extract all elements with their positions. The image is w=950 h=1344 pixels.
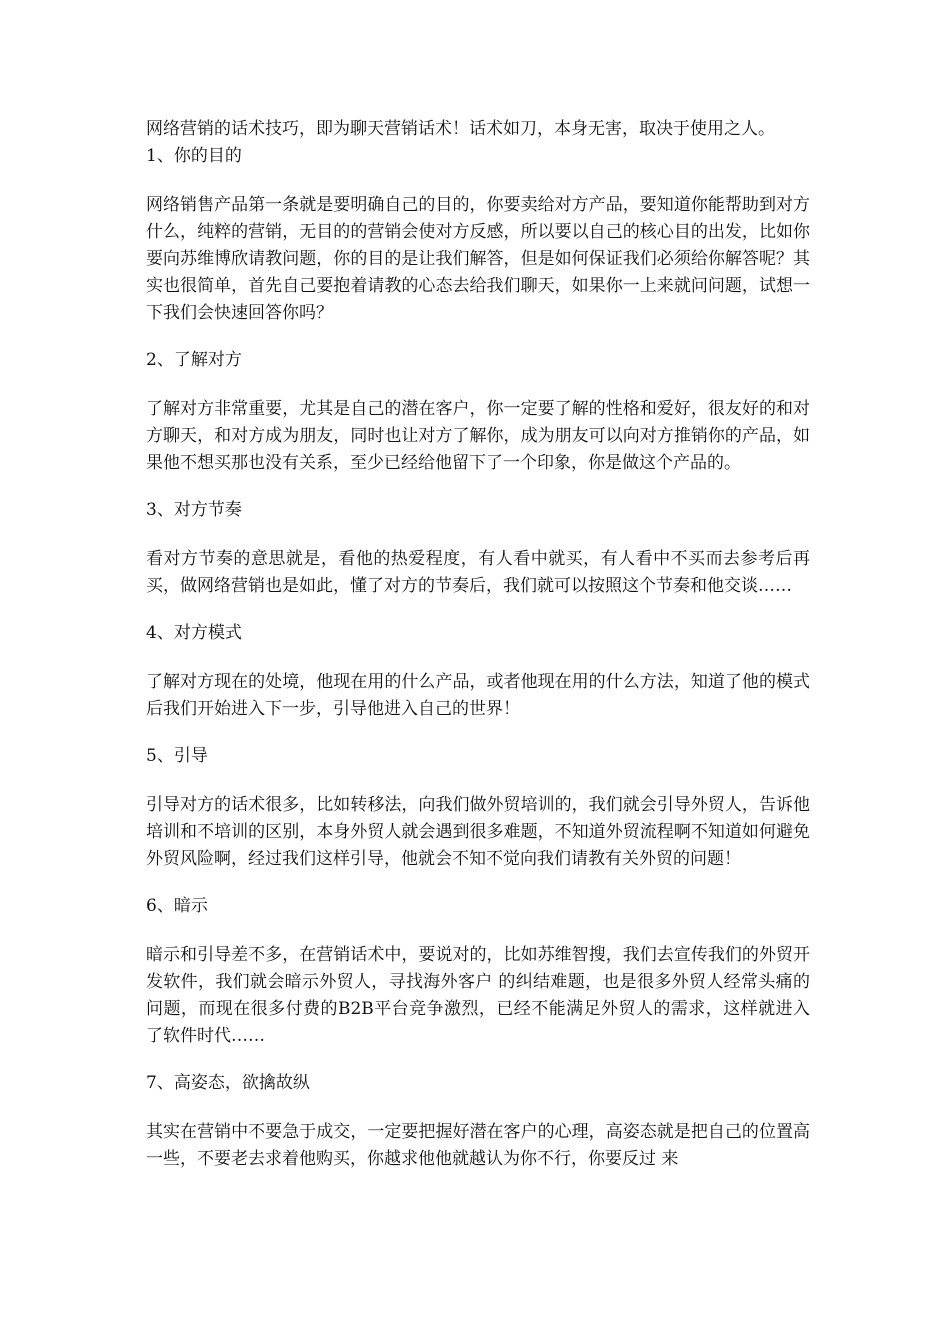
section-heading-4: 4、对方模式 [146,623,242,643]
section-heading-7: 7、高姿态，欲擒故纵 [146,1073,310,1093]
intro-paragraph: 网络营销的话术技巧，即为聊天营销话术！话术如刀，本身无害，取决于使用之人。 [146,119,775,139]
section-body-2: 了解对方非常重要，尤其是自己的潜在客户，你一定要了解的性格和爱好，很友好的和对方聊天，和对方成为朋友，同时也让对方了解你，成为朋友可以向对方推销你的产品，如果他不想买那也没有关系，至少已经给他留下了一个印象，你是做这个产品的。 [146,399,810,473]
section-body-5: 引导对方的话术很多，比如转移法，向我们做外贸培训的，我们就会引导外贸人，告诉他培训和不培训的区别，本身外贸人就会遇到很多难题，不知道外贸流程啊不知道如何避免外贸风险啊，经过我们这样引导，他就会不知不觉向我们请教有关外贸的问题！ [146,795,810,869]
section-heading-2: 2、了解对方 [146,350,242,370]
section-heading-6: 6、暗示 [146,896,208,916]
section-body-3: 看对方节奏的意思就是，看他的热爱程度，有人看中就买，有人看中不买而去参考后再买，做网络营销也是如此，懂了对方的节奏后，我们就可以按照这个节奏和他交谈…… [146,549,810,596]
document-body [146,116,810,1173]
section-body-6: 暗示和引导差不多，在营销话术中，要说对的，比如苏维智搜，我们去宣传我们的外贸开发软件，我们就会暗示外贸人，寻找海外客户 的纠结难题，也是很多外贸人经常头痛的问题，而现在很多付费的B2B平台竞争激烈，已经不能满足外贸人的需求，这样就进入了软件时代…… [146,945,810,1046]
section-heading-1: 1、你的目的 [146,146,242,166]
section-body-1: 网络销售产品第一条就是要明确自己的目的，你要卖给对方产品，要知道你能帮助到对方什么，纯粹的营销，无目的的营销会使对方反感，所以要以自己的核心目的出发，比如你要向苏维博欣请教问题，你的目的是让我们解答，但是如何保证我们必须给你解答呢？其实也很简单，首先自己要抱着请教的心态去给我们聊天，如果你一上来就问问题，试想一下我们会快速回答你吗？ [146,195,810,323]
section-body-4: 了解对方现在的处境，他现在用的什么产品，或者他现在用的什么方法，知道了他的模式后我们开始进入下一步，引导他进入自己的世界！ [146,672,810,719]
section-body-7: 其实在营销中不要急于成交，一定要把握好潜在客户的心理，高姿态就是把自己的位置高一些，不要老去求着他购买，你越求他他就越认为你不行，你要反过 来 [146,1122,810,1169]
section-heading-5: 5、引导 [146,746,208,766]
section-heading-3: 3、对方节奏 [146,500,242,520]
